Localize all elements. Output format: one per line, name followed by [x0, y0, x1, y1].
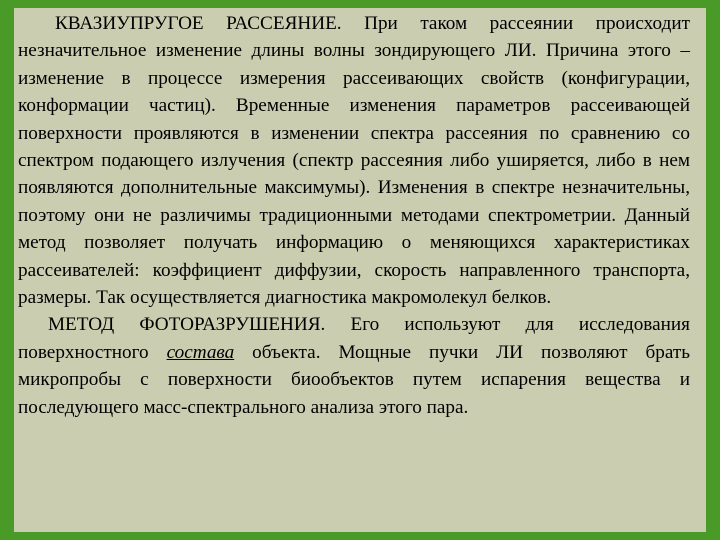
frame-right-border: [706, 0, 720, 540]
frame-top-border: [0, 0, 720, 8]
paragraph-text-before: МЕТОД ФОТОРАЗРУШЕНИЯ. Его используют для исследования поверхностного: [18, 314, 690, 363]
paragraph-quasi-elastic-scattering: КВАЗИУПРУГОЕ РАССЕЯНИЕ. При таком рассеянии происходит незначительное изменение длины волны зондирующего ЛИ. Причина этого – изменение в процессе измерения рассеивающих свойств (конфигурации, конформации частиц). Временные изменения параметров рассеивающей поверхности проявляются в изменении спектра рассеяния по сравнению со спектром подающего излучения (спектр рассеяния либо уширяется, либо в нем появляются дополнительные максимумы). Изменения в спектре незначительны, поэтому они не различимы традиционными методами спектрометрии. Данный метод позволяет получать информацию о меняющихся характеристиках рассеивателей: коэффициент диффузии, скорость направленного транспорта, размеры. Так осуществляется диагностика макромолекул белков.: [18, 13, 690, 309]
frame-bottom-border: [0, 532, 720, 540]
paragraph-text-after: объекта. Мощные пучки ЛИ позволяют брать микропробы с поверхности биообъектов путем испарения вещества и последующего масс-спектрального анализа этого пара.: [18, 341, 690, 418]
body-text: [18, 10, 690, 421]
emphasized-word: состава: [166, 341, 235, 363]
paragraph-photodestruction-method: [18, 311, 690, 421]
frame-left-border: [0, 0, 14, 540]
